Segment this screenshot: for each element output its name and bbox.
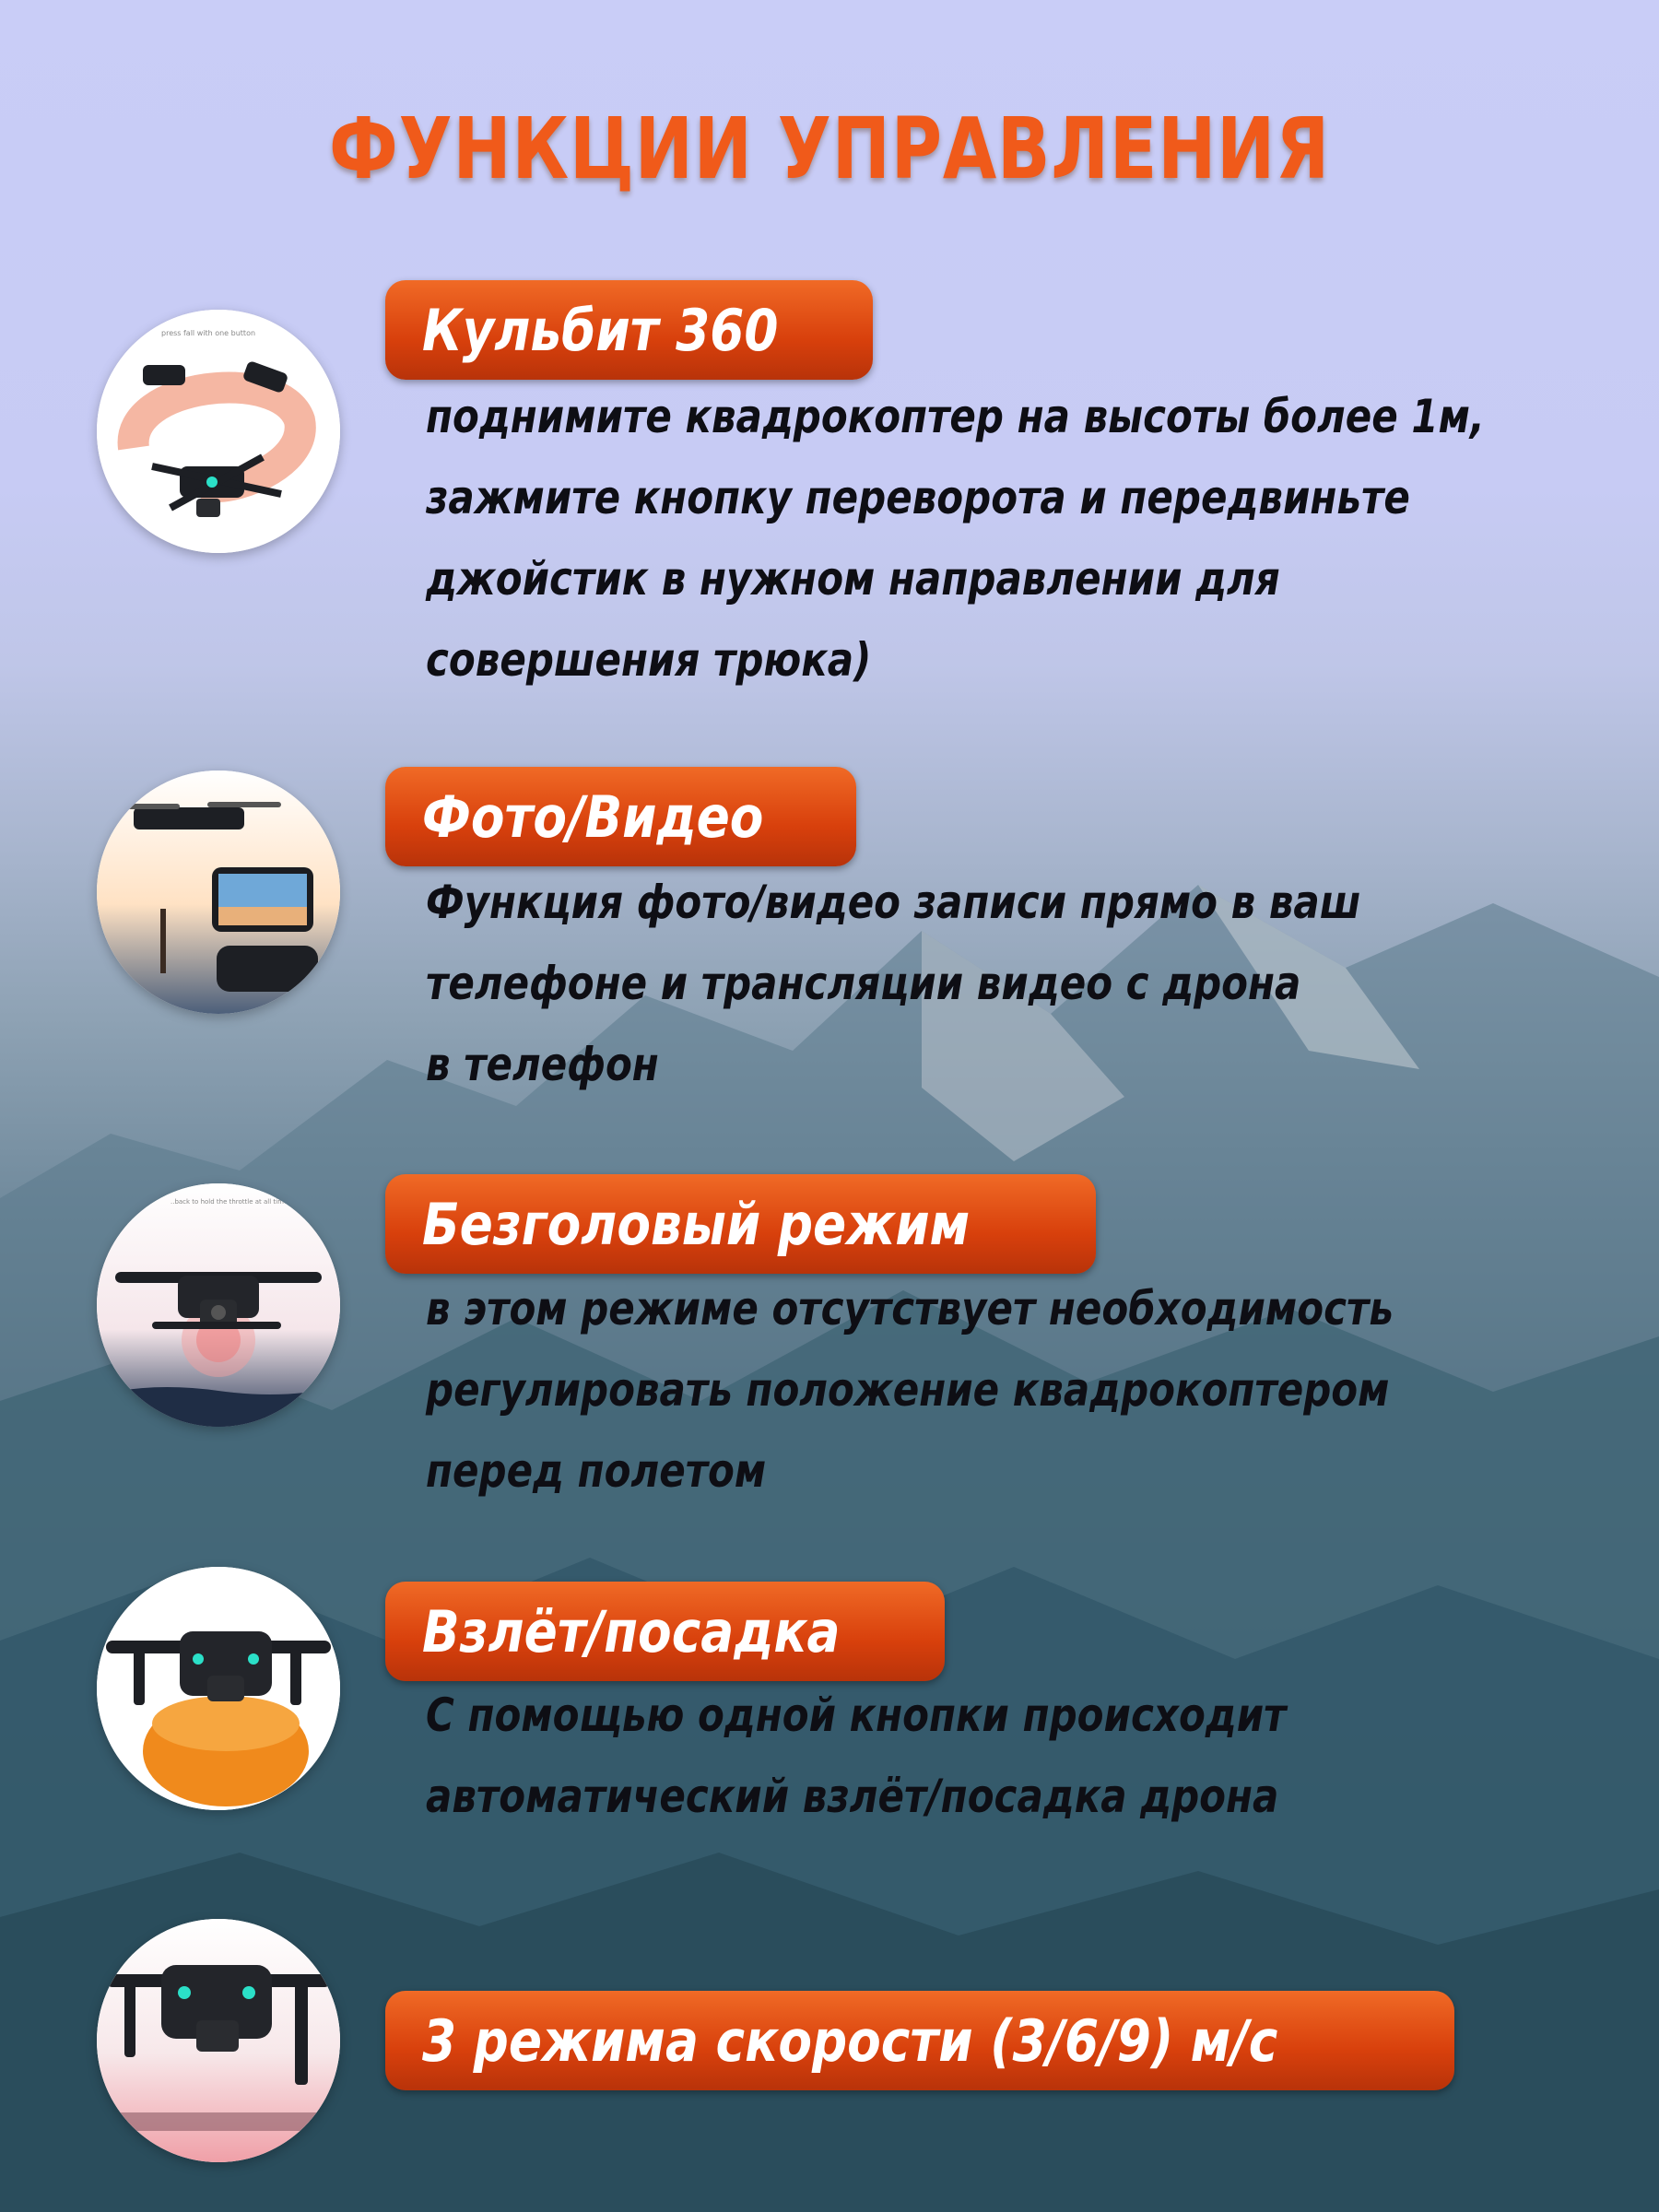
drone-flip-icon <box>97 310 340 553</box>
feature-heading-text: Фото/Видео <box>422 782 764 851</box>
description-line: джойстик в нужном направлении для <box>426 552 1280 606</box>
drone-headless-icon <box>97 1183 340 1427</box>
description-line: поднимите квадрокоптер на высоты более 1м, <box>426 390 1485 443</box>
description-line: зажмите кнопку переворота и передвиньте <box>426 471 1410 524</box>
feature-description <box>426 862 1642 1105</box>
feature-heading <box>385 1582 945 1681</box>
feature-heading-text: Кульбит 360 <box>422 296 779 364</box>
drone-speed-icon <box>97 1919 340 2162</box>
description-line: регулировать положение квадрокоптером <box>426 1363 1390 1417</box>
description-line: телефоне и трансляции видео с дрона <box>426 957 1301 1010</box>
drone-phone-icon <box>97 771 340 1014</box>
feature-description <box>426 1675 1642 1837</box>
feature-heading <box>385 1991 1454 2090</box>
thumb-caption: press fall with one button <box>161 329 256 337</box>
feature-description <box>426 1268 1642 1512</box>
feature-heading-text: Взлёт/посадка <box>422 1597 841 1665</box>
description-line: в этом режиме отсутствует необходимость <box>426 1282 1394 1335</box>
drone-takeoff-icon <box>97 1567 340 1810</box>
feature-heading-text: 3 режима скорости (3/6/9) м/с <box>422 2006 1278 2075</box>
feature-heading <box>385 1174 1096 1274</box>
description-line: Функция фото/видео записи прямо в ваш <box>426 876 1361 929</box>
feature-heading <box>385 280 873 380</box>
description-line: в телефон <box>426 1038 659 1091</box>
description-line: совершения трюка) <box>426 633 872 687</box>
feature-heading-text: Безголовый режим <box>422 1190 971 1258</box>
description-line: С помощью одной кнопки происходит <box>426 1688 1287 1742</box>
feature-description <box>426 376 1642 700</box>
thumb-caption: ..back to hold the throttle at all times <box>171 1198 291 1206</box>
description-line: автоматический взлёт/посадка дрона <box>426 1770 1279 1823</box>
page-title: ФУНКЦИИ УПРАВЛЕНИЯ <box>328 100 1331 198</box>
description-line: перед полетом <box>426 1444 767 1498</box>
feature-heading <box>385 767 856 866</box>
